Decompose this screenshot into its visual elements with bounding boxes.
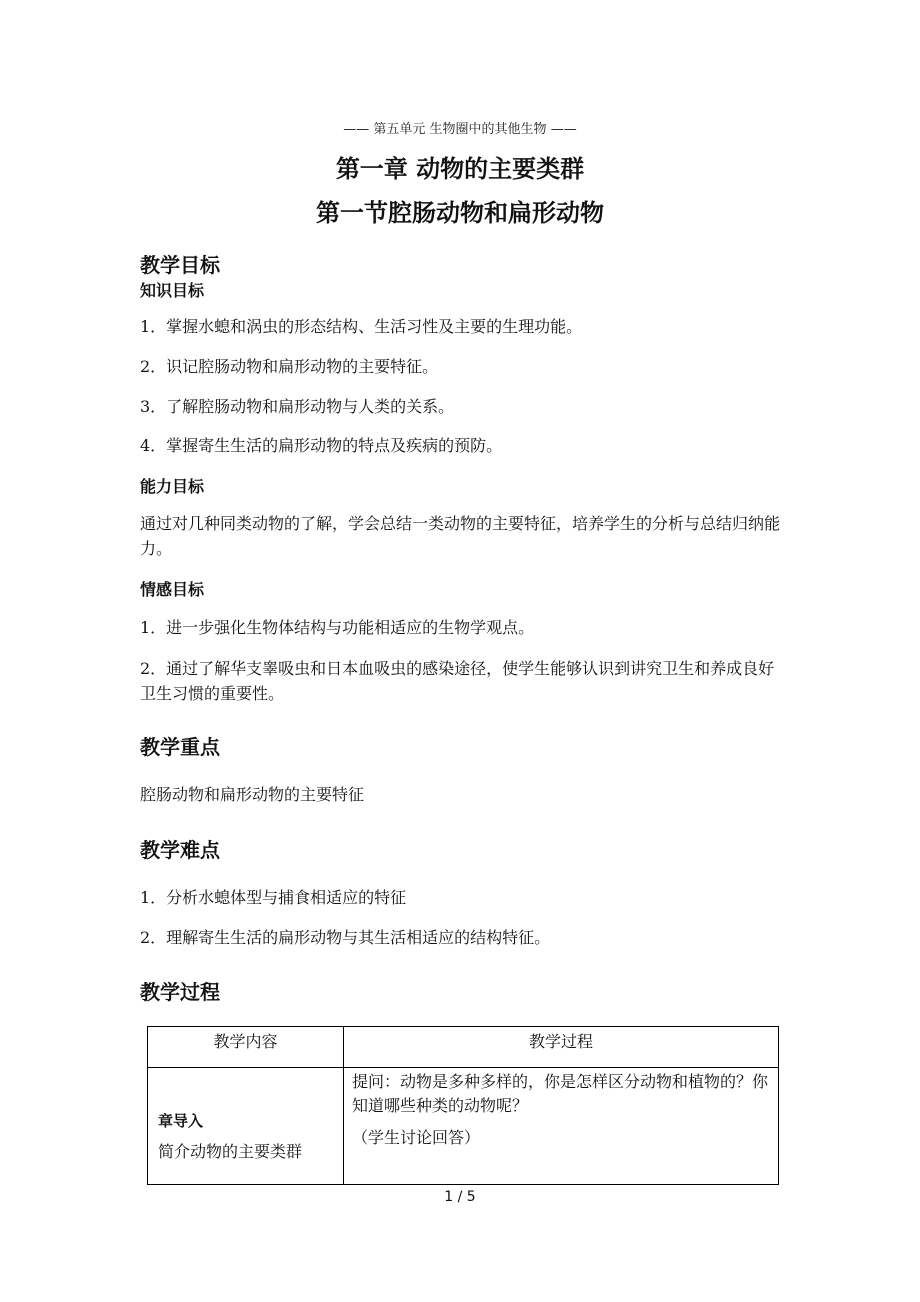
difficulty-item: 2．理解寄生生活的扁形动物与其生活相适应的结构特征。 bbox=[140, 928, 551, 947]
ability-text: 通过对几种同类动物的了解，学会总结一类动物的主要特征，培养学生的分析与总结归纳能力。 bbox=[140, 514, 781, 558]
chapter-title: 第一章 动物的主要类群 bbox=[335, 155, 585, 183]
key-points-text: 腔肠动物和扁形动物的主要特征 bbox=[140, 785, 365, 804]
emotion-item: 2．通过了解华支睾吸虫和日本血吸虫的感染途径，使学生能够认识到讲究卫生和养成良好卫生习惯的重要性。 bbox=[140, 659, 775, 703]
process-question: 提问：动物是多种多样的，你是怎样区分动物和植物的？你知道哪些种类的动物呢？ bbox=[352, 1072, 769, 1115]
knowledge-item: 4．掌握寄生生活的扁形动物的特点及疾病的预防。 bbox=[140, 436, 503, 455]
table-header-process: 教学过程 bbox=[344, 1027, 779, 1068]
ability-heading: 能力目标 bbox=[140, 477, 205, 496]
emotion-heading: 情感目标 bbox=[140, 580, 205, 599]
table-cell-content bbox=[148, 1068, 344, 1185]
key-points-heading: 教学重点 bbox=[140, 735, 220, 759]
process-note: （学生讨论回答） bbox=[352, 1128, 481, 1147]
knowledge-item: 2．识记腔肠动物和扁形动物的主要特征。 bbox=[140, 357, 439, 376]
knowledge-heading: 知识目标 bbox=[140, 281, 205, 300]
table-row bbox=[148, 1068, 779, 1185]
row-title: 章导入 bbox=[158, 1112, 204, 1130]
table-header-content: 教学内容 bbox=[148, 1027, 344, 1068]
table-header-row bbox=[148, 1027, 779, 1068]
process-heading: 教学过程 bbox=[140, 980, 220, 1004]
objectives-heading: 教学目标 bbox=[140, 253, 220, 277]
knowledge-item: 3．了解腔肠动物和扁形动物与人类的关系。 bbox=[140, 397, 455, 416]
knowledge-item: 1．掌握水螅和涡虫的形态结构、生活习性及主要的生理功能。 bbox=[140, 317, 583, 336]
difficulties-heading: 教学难点 bbox=[140, 838, 220, 862]
process-table bbox=[147, 1026, 779, 1185]
section-title: 第一节腔肠动物和扁形动物 bbox=[316, 199, 604, 227]
row-description: 简介动物的主要类群 bbox=[158, 1142, 303, 1161]
difficulty-item: 1．分析水螅体型与捕食相适应的特征 bbox=[140, 888, 407, 907]
page-header: —— 第五单元 生物圈中的其他生物 —— bbox=[343, 122, 577, 137]
emotion-item: 1．进一步强化生物体结构与功能相适应的生物学观点。 bbox=[140, 618, 535, 637]
page-number: 1 / 5 bbox=[444, 1189, 476, 1205]
table-cell-process bbox=[344, 1068, 779, 1185]
